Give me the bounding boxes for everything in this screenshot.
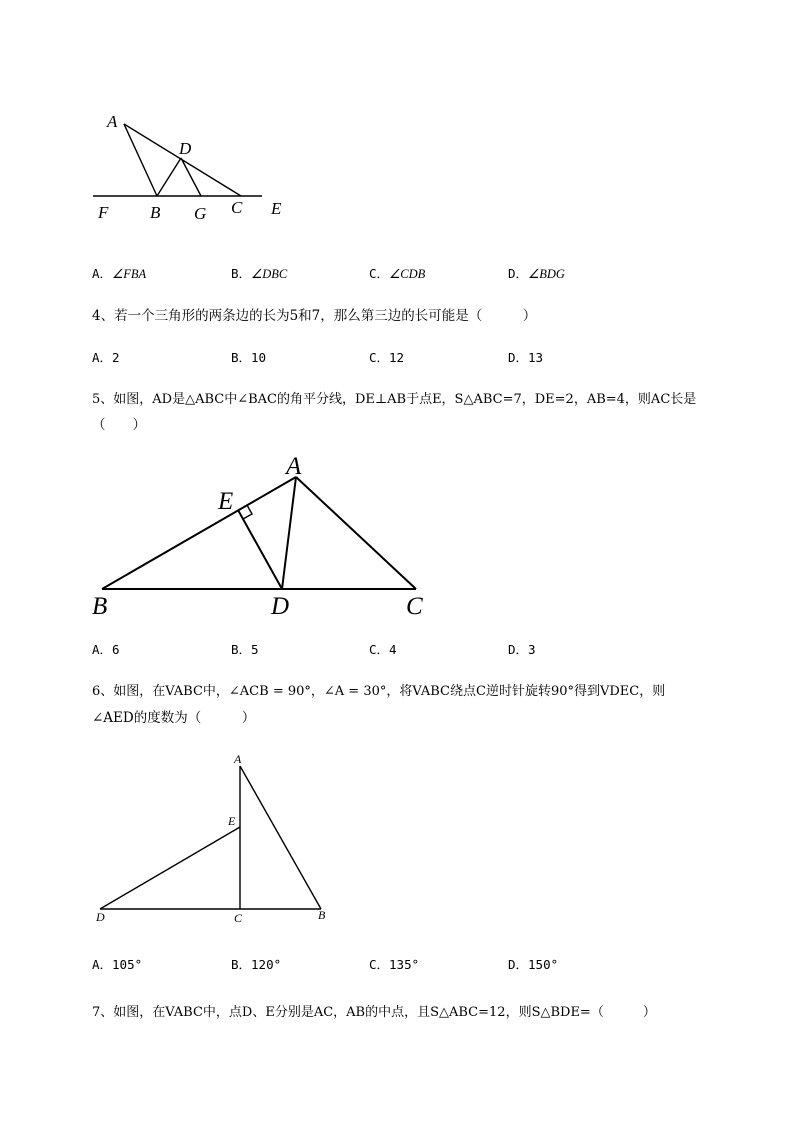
q3-option-d[interactable]: D．∠BDG xyxy=(508,266,565,281)
fig5-label-e: E xyxy=(218,488,234,515)
fig5-label-a: A xyxy=(286,453,302,480)
fig6-label-e: E xyxy=(228,814,236,828)
fig3-label-a: A xyxy=(107,112,118,131)
q4-option-b[interactable]: B．10 xyxy=(231,350,267,365)
q6-stem-line2: ∠AED的度数为（ ） xyxy=(92,710,256,726)
q4-option-d[interactable]: D．13 xyxy=(508,350,544,365)
fig6-label-c: C xyxy=(234,911,243,925)
segment-bd xyxy=(157,158,181,196)
segment-ad xyxy=(282,477,296,589)
q3-option-b[interactable]: B．∠DBC xyxy=(231,266,288,281)
q3-option-a[interactable]: A．∠FBA xyxy=(92,266,147,281)
q5-option-a[interactable]: A．6 xyxy=(92,642,120,657)
fig5-label-d: D xyxy=(271,593,290,620)
segment-de xyxy=(100,827,240,909)
fig3-label-g: G xyxy=(194,204,207,223)
q6-option-a[interactable]: A．105° xyxy=(92,957,143,972)
q6-stem-line1: 6、如图，在VABC中，∠ACB = 90°，∠A = 30°，将VABC绕点C逆时针旋转90°得到VDEC，则 xyxy=(92,684,666,699)
segment-ed xyxy=(238,510,282,589)
fig3-label-f: F xyxy=(98,203,109,222)
q6-option-d[interactable]: D．150° xyxy=(508,957,559,972)
fig3-label-e: E xyxy=(271,199,282,218)
fig5-label-b: B xyxy=(92,593,108,620)
q4-option-c[interactable]: C．12 xyxy=(369,350,405,365)
segment-dg xyxy=(181,158,201,196)
q7-stem: 7、如图，在VABC中，点D、E分别是AC，AB的中点，且S△ABC=12，则S△BDE=（ ） xyxy=(92,1005,656,1020)
fig3-label-b: B xyxy=(150,203,161,222)
figure-q5 xyxy=(0,440,794,630)
q4-option-a[interactable]: A．2 xyxy=(92,350,120,365)
fig6-label-a: A xyxy=(234,752,242,766)
fig6-label-b: B xyxy=(318,908,326,922)
q5-stem-line2: （ ） xyxy=(92,417,146,433)
segment-ab xyxy=(240,766,321,909)
figure-q3 xyxy=(0,0,794,240)
q3-option-c[interactable]: C．∠CDB xyxy=(369,266,426,281)
figure-q6 xyxy=(0,745,794,935)
fig5-label-c: C xyxy=(406,593,423,620)
q5-option-b[interactable]: B．5 xyxy=(231,642,259,657)
fig3-label-d: D xyxy=(179,139,192,158)
q4-stem: 4、若一个三角形的两条边的长为5和7，那么第三边的长可能是（ ） xyxy=(92,308,537,324)
fig3-label-c: C xyxy=(231,198,243,217)
q6-option-b[interactable]: B．120° xyxy=(231,957,282,972)
segment-ac xyxy=(296,477,416,589)
q5-option-d[interactable]: D．3 xyxy=(508,642,536,657)
q5-option-c[interactable]: C．4 xyxy=(369,642,397,657)
q6-option-c[interactable]: C．135° xyxy=(369,957,420,972)
q5-stem-line1: 5、如图，AD是△ABC中∠BAC的角平分线，DE⊥AB于点E，S△ABC=7，DE=2，AB=4，则AC长是 xyxy=(92,392,697,407)
segment-ba xyxy=(102,477,296,589)
fig6-label-d: D xyxy=(96,910,105,924)
